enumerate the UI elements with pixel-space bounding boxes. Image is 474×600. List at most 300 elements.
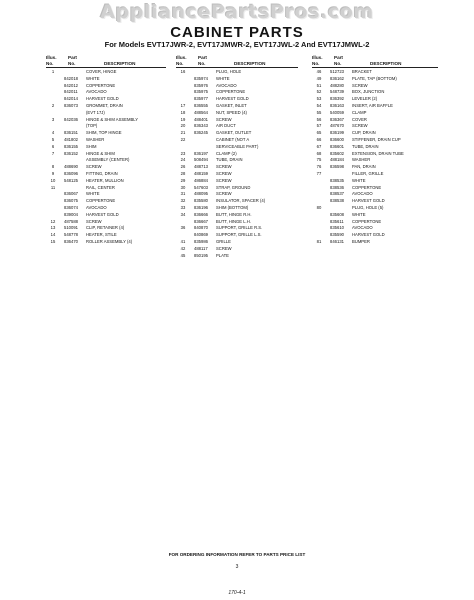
part-number: 836075	[64, 198, 78, 204]
part-description: WHITE	[86, 75, 100, 81]
illus-number: 56	[316, 116, 322, 122]
parts-row	[176, 76, 298, 83]
part-number: 836470	[64, 238, 78, 244]
illus-number: 10	[50, 177, 56, 183]
part-number: 835974	[194, 75, 208, 81]
part-description: SCREW	[86, 218, 102, 224]
part-number: 836667	[194, 218, 208, 224]
column-header	[176, 55, 298, 69]
illus-number: 67	[316, 143, 322, 149]
illus-number: 18	[180, 109, 186, 115]
part-description: BUTT, HINGE R.H.	[216, 211, 252, 217]
part-description: AVOCADO	[352, 191, 373, 197]
illus-number: 41	[180, 238, 186, 244]
part-description: PLUG, HOLE	[216, 69, 242, 74]
part-description: BUMPER	[352, 238, 370, 244]
parts-row	[176, 157, 298, 164]
illus-number: 46	[316, 69, 322, 74]
parts-row	[46, 130, 166, 137]
part-description: SCREW	[216, 177, 232, 183]
header-no-label: No.	[312, 61, 320, 66]
illus-number: 76	[316, 164, 322, 170]
illus-number: 31	[180, 191, 186, 197]
parts-row	[312, 219, 438, 226]
part-description: SUPPORT, GRILLE L.S.	[216, 232, 262, 238]
part-description: BUTT, HINGE L.H.	[216, 218, 251, 224]
illus-number: 4	[51, 130, 55, 136]
header-illus-label: Illus.	[312, 55, 323, 60]
part-description: COPPERTONE	[86, 198, 116, 204]
parts-column-3	[312, 55, 438, 246]
part-number: 836600	[330, 136, 344, 142]
parts-row	[312, 225, 438, 232]
parts-row	[312, 103, 438, 110]
parts-row	[312, 198, 438, 205]
part-number: 842018	[64, 75, 78, 81]
part-number: 836392	[330, 96, 344, 102]
parts-row	[176, 96, 298, 103]
column-header	[46, 55, 166, 69]
illus-number: 17	[180, 102, 186, 108]
part-number: 836666	[194, 211, 208, 217]
part-description: COPPERTONE	[216, 89, 246, 95]
part-description: AIR DUCT	[216, 123, 236, 129]
header-part-no-label: No.	[68, 61, 76, 66]
parts-row	[312, 232, 438, 239]
parts-row	[46, 96, 166, 103]
part-number: 836155	[64, 143, 78, 149]
part-number: 839004	[64, 211, 78, 217]
header-no-label: No.	[176, 61, 184, 66]
parts-row	[176, 151, 298, 158]
parts-row	[46, 225, 166, 232]
part-number: 836067	[64, 191, 78, 197]
illus-number: 49	[316, 75, 322, 81]
part-description: GROMMET, DRAIN	[86, 102, 123, 108]
part-number: 836197	[194, 150, 208, 156]
parts-row	[176, 137, 298, 144]
header-illus-label: Illus.	[46, 55, 57, 60]
parts-row	[312, 212, 438, 219]
part-description: GASKET, OUTLET	[216, 130, 252, 136]
part-description: SCREW	[216, 116, 232, 122]
illus-number: 77	[316, 170, 322, 176]
part-description: AVOCADO	[86, 204, 107, 210]
illus-number: 24	[180, 157, 186, 163]
header-no-label: No.	[46, 61, 54, 66]
part-number: 850195	[194, 252, 208, 258]
part-number: 846131	[330, 238, 344, 244]
parts-row	[46, 76, 166, 83]
part-description: FILLER, GRILLE	[352, 170, 384, 176]
column-header	[312, 55, 438, 69]
part-number: 488159	[194, 170, 208, 176]
part-description: INSULATOR, SPACER (4)	[216, 198, 266, 204]
part-number: 836196	[194, 204, 208, 210]
part-description: HINGE & SHIM	[86, 150, 115, 156]
part-number: 838538	[330, 198, 344, 204]
part-number: 488184	[330, 157, 344, 163]
header-divider	[46, 67, 166, 68]
part-number: 838536	[330, 184, 344, 190]
part-number: 835610	[330, 225, 344, 231]
part-description: SCREW	[216, 170, 232, 176]
part-number: 835977	[194, 96, 208, 102]
part-description: HARVEST GOLD	[86, 96, 119, 102]
part-number: 540059	[330, 109, 344, 115]
illus-number: 20	[180, 123, 186, 129]
part-number: 510091	[64, 225, 78, 231]
part-description: PLATE, TAP (BOTTOM)	[352, 75, 397, 81]
part-description: (EVT 17J)	[86, 109, 105, 115]
part-number: 835608	[330, 211, 344, 217]
part-number: 835611	[330, 218, 344, 224]
parts-row	[46, 123, 166, 130]
document-code: 170-4-1	[228, 590, 246, 596]
parts-row	[176, 185, 298, 192]
part-number: 842011	[64, 89, 78, 95]
parts-row	[176, 117, 298, 124]
part-number: 836598	[330, 164, 344, 170]
parts-row	[312, 123, 438, 130]
part-description: SHIM, TOP HINGE	[86, 130, 122, 136]
part-number: 836199	[330, 130, 344, 136]
parts-row	[46, 151, 166, 158]
parts-row	[176, 103, 298, 110]
parts-row	[312, 178, 438, 185]
parts-row	[46, 171, 166, 178]
part-description: CLAMP	[352, 109, 367, 115]
part-description: COVER	[352, 116, 367, 122]
part-description: SCREW	[216, 164, 232, 170]
watermark: AppliancePartsPros.com	[100, 1, 374, 23]
part-description: STRAP, GROUND	[216, 184, 251, 190]
part-number: 840870	[194, 225, 208, 231]
illus-number: 32	[180, 198, 186, 204]
part-number: 488280	[330, 82, 344, 88]
part-number: 488713	[194, 164, 208, 170]
part-description: GASKET, INLET	[216, 102, 247, 108]
illus-number: 23	[180, 150, 186, 156]
parts-row	[46, 178, 166, 185]
part-number: 547603	[194, 184, 208, 190]
part-description: ASSEMBLY (CENTER)	[86, 157, 130, 163]
parts-row	[312, 144, 438, 151]
parts-row	[46, 110, 166, 117]
illus-number: 2	[51, 102, 55, 108]
parts-row	[312, 171, 438, 178]
illus-number: 28	[180, 170, 186, 176]
part-description: COPPERTONE	[352, 184, 382, 190]
illus-number: 57	[316, 123, 322, 129]
illus-number: 33	[180, 204, 186, 210]
parts-row	[46, 212, 166, 219]
page-subtitle: For Models EVT17JWR-2, EVT17JMWR-2, EVT17JWL-2 And EVT17JMWL-2	[104, 40, 370, 49]
parts-row	[176, 178, 298, 185]
part-description: HARVEST GOLD	[216, 96, 249, 102]
illus-number: 54	[316, 102, 322, 108]
parts-row	[46, 83, 166, 90]
parts-row	[312, 117, 438, 124]
part-number: 836163	[330, 102, 344, 108]
part-number: 836367	[330, 116, 344, 122]
parts-row	[176, 69, 298, 76]
parts-row	[176, 191, 298, 198]
part-description: COPPERTONE	[86, 82, 116, 88]
parts-row	[312, 137, 438, 144]
parts-row	[176, 164, 298, 171]
part-number: 486884	[194, 177, 208, 183]
part-description: AVOCADO	[352, 225, 373, 231]
illus-number: 1	[51, 69, 55, 74]
part-description: HARVEST GOLD	[352, 198, 385, 204]
part-number: 481802	[64, 136, 78, 142]
parts-row	[312, 191, 438, 198]
parts-row	[176, 246, 298, 253]
parts-row	[176, 89, 298, 96]
parts-row	[46, 185, 166, 192]
part-number: 488117	[194, 245, 208, 251]
part-description: SERVICEABLE PART)	[216, 143, 259, 149]
parts-row	[312, 96, 438, 103]
parts-row	[176, 232, 298, 239]
header-description-label: DESCRIPTION	[104, 61, 136, 66]
illus-number: 36	[180, 225, 186, 231]
parts-row	[312, 205, 438, 212]
part-description: (TOP)	[86, 123, 98, 129]
parts-row	[176, 171, 298, 178]
part-description: HEATER, MULLION	[86, 177, 124, 183]
part-description: NUT, SPEED (4)	[216, 109, 247, 115]
part-number: 835602	[330, 150, 344, 156]
part-number: 836152	[64, 150, 78, 156]
header-part-label: Part	[198, 55, 207, 60]
part-description: HARVEST GOLD	[352, 232, 385, 238]
illus-number: 3	[51, 116, 55, 122]
illus-number: 15	[50, 238, 56, 244]
parts-row	[312, 130, 438, 137]
part-description: CLAMP (2)	[216, 150, 237, 156]
parts-row	[312, 151, 438, 158]
part-description: HINGE & SHIM ASSEMBLY	[86, 116, 139, 122]
illus-number: 8	[51, 164, 55, 170]
parts-row	[312, 76, 438, 83]
parts-row	[312, 239, 438, 246]
illus-number: 81	[316, 238, 322, 244]
parts-row	[176, 130, 298, 137]
part-number: 835986	[194, 238, 208, 244]
parts-row	[176, 239, 298, 246]
part-description: SCREW	[352, 123, 368, 129]
illus-number: 75	[316, 157, 322, 163]
header-description-label: DESCRIPTION	[370, 61, 402, 66]
part-number: 488690	[64, 164, 78, 170]
parts-row	[46, 219, 166, 226]
parts-row	[312, 164, 438, 171]
part-number: 842012	[64, 82, 78, 88]
illus-number: 26	[180, 164, 186, 170]
part-number: 836343	[194, 123, 208, 129]
parts-row	[312, 185, 438, 192]
part-description: FITTING, DRAIN	[86, 170, 118, 176]
parts-row	[46, 198, 166, 205]
part-description: CUP, DRAIN	[352, 130, 376, 136]
part-description: RAIL, CENTER	[86, 184, 115, 190]
part-description: AVOCADO	[216, 82, 237, 88]
part-number: 508494	[194, 157, 208, 163]
illus-number: 34	[180, 211, 186, 217]
parts-row	[46, 239, 166, 246]
part-description: CABINET (NOT A	[216, 136, 250, 142]
part-number: 836151	[64, 130, 78, 136]
part-number: 835580	[194, 198, 208, 204]
illus-number: 30	[180, 184, 186, 190]
part-number: 487588	[64, 218, 78, 224]
part-number: 548125	[64, 177, 78, 183]
illus-number: 80	[316, 204, 322, 210]
part-description: PAN, DRAIN	[352, 164, 376, 170]
illus-number: 66	[316, 136, 322, 142]
parts-row	[46, 157, 166, 164]
parts-row	[312, 69, 438, 76]
illus-number: 42	[180, 245, 186, 251]
parts-row	[46, 117, 166, 124]
part-description: SCREW	[352, 82, 368, 88]
part-number: 548739	[330, 89, 344, 95]
header-description-label: DESCRIPTION	[234, 61, 266, 66]
header-part-label: Part	[334, 55, 343, 60]
part-description: BRACKET	[352, 69, 372, 74]
illus-number: 6	[51, 143, 55, 149]
illus-number: 55	[316, 109, 322, 115]
part-description: COPPERTONE	[352, 218, 382, 224]
part-number: 548778	[64, 232, 78, 238]
part-description: HARVEST GOLD	[86, 211, 119, 217]
part-description: HEATER, STILE	[86, 232, 117, 238]
part-number: 487670	[330, 123, 344, 129]
parts-row	[312, 83, 438, 90]
part-description: WHITE	[86, 191, 100, 197]
part-number: 835976	[194, 82, 208, 88]
parts-row	[46, 205, 166, 212]
illus-number: 14	[50, 232, 56, 238]
parts-row	[46, 103, 166, 110]
parts-column-2	[176, 55, 298, 259]
page-number: 3	[235, 564, 239, 570]
illus-number: 16	[180, 69, 186, 74]
part-description: PLATE	[216, 252, 229, 258]
parts-row	[46, 191, 166, 198]
parts-row	[176, 123, 298, 130]
illus-number: 7	[51, 150, 55, 156]
part-description: SHIM (BOTTOM)	[216, 204, 249, 210]
illus-number: 68	[316, 150, 322, 156]
part-number: 835975	[194, 89, 208, 95]
part-description: LEVELER (2)	[352, 96, 378, 102]
illus-number: 45	[180, 252, 186, 258]
part-description: SCREW	[216, 191, 232, 197]
parts-row	[176, 219, 298, 226]
part-number: 836601	[330, 143, 344, 149]
part-description: PLUG, HOLE (5)	[352, 204, 384, 210]
parts-row	[46, 232, 166, 239]
part-description: GRILLE	[216, 238, 231, 244]
header-part-label: Part	[68, 55, 77, 60]
part-description: SCREW	[216, 245, 232, 251]
illus-number: 13	[50, 225, 56, 231]
part-number: 488401	[194, 116, 208, 122]
part-description: EXTENSION, DRAIN TUBE	[352, 150, 404, 156]
parts-row	[176, 253, 298, 260]
illus-number: 51	[316, 82, 322, 88]
part-description: WHITE	[352, 211, 366, 217]
part-number: 840869	[194, 232, 208, 238]
parts-row	[46, 144, 166, 151]
part-description: INSERT, AIR BAFFLE	[352, 102, 393, 108]
page-title: CABINET PARTS	[170, 24, 304, 41]
illus-number: 19	[180, 116, 186, 122]
part-description: SCREW	[86, 164, 102, 170]
part-number: 836073	[64, 102, 78, 108]
parts-row	[46, 69, 166, 76]
part-description: SUPPORT, GRILLE R.S.	[216, 225, 263, 231]
part-description: COVER, HINGE	[86, 69, 117, 74]
part-number: 836096	[64, 170, 78, 176]
part-number: 488095	[194, 191, 208, 197]
parts-row	[46, 137, 166, 144]
part-number: 512723	[330, 69, 344, 74]
parts-row	[176, 144, 298, 151]
parts-row	[312, 110, 438, 117]
part-number: 838535	[330, 177, 344, 183]
part-description: AVOCADO	[86, 89, 107, 95]
illus-number: 65	[316, 130, 322, 136]
part-number: 842036	[64, 116, 78, 122]
part-number: 836245	[194, 130, 208, 136]
header-part-no-label: No.	[334, 61, 342, 66]
parts-row	[176, 225, 298, 232]
illus-number: 5	[51, 136, 55, 142]
part-number: 835590	[330, 232, 344, 238]
illus-number: 52	[316, 89, 322, 95]
parts-row	[46, 89, 166, 96]
part-number: 838537	[330, 191, 344, 197]
part-description: WHITE	[352, 177, 366, 183]
parts-row	[176, 198, 298, 205]
part-description: BOX, JUNCTION	[352, 89, 385, 95]
part-number: 842014	[64, 96, 78, 102]
illus-number: 21	[180, 130, 186, 136]
header-part-no-label: No.	[198, 61, 206, 66]
part-description: TUBE, DRAIN	[216, 157, 243, 163]
part-description: SHIM	[86, 143, 97, 149]
parts-row	[176, 83, 298, 90]
illus-number: 9	[51, 170, 55, 176]
header-illus-label: Illus.	[176, 55, 187, 60]
ordering-note: FOR ORDERING INFORMATION REFER TO PARTS PRICE LIST	[168, 552, 306, 557]
parts-column-1	[46, 55, 166, 246]
illus-number: 29	[180, 177, 186, 183]
part-description: WASHER	[352, 157, 371, 163]
parts-row	[312, 89, 438, 96]
part-description: WASHER	[86, 136, 105, 142]
part-number: 836074	[64, 204, 78, 210]
part-description: ROLLER ASSEMBLY (4)	[86, 238, 133, 244]
parts-row	[176, 110, 298, 117]
part-description: STIFFENER, DRAIN CUP	[352, 136, 401, 142]
part-number: 836555	[194, 102, 208, 108]
header-divider	[176, 67, 298, 68]
